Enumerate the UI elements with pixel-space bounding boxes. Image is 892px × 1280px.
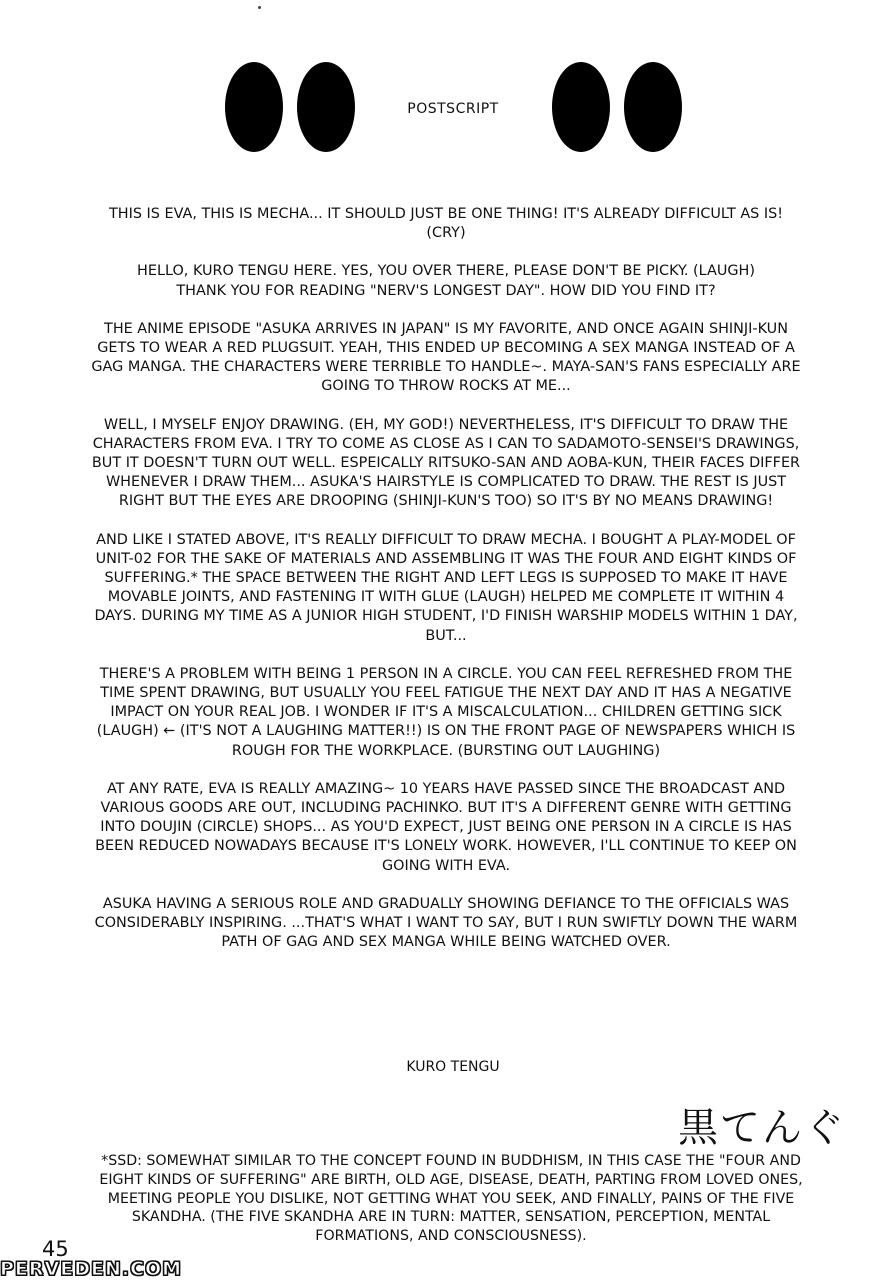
footnote: *SSD: SOMEWHAT SIMILAR TO THE CONCEPT FOUND IN BUDDHISM, IN THIS CASE THE "FOUR AND EIGHT KINDS OF SUFFERING" ARE BIRTH, OLD AGE, DISEASE, DEATH, PARTING FROM LOVED ONES, MEETING PEOPLE YOU DISLIKE, NOT GETTING WHAT YOU SEEK, AND FINALLY, PAINS OF THE FIVE SKANDHA. (THE FIVE SKANDHA ARE IN TURN: MATTER, SENSATION, PERCEPTION, MENTAL FORMATIONS, AND CONSCIOUSNESS). (99, 1153, 803, 1245)
paragraph: AND LIKE I STATED ABOVE, IT'S REALLY DIFFICULT TO DRAW MECHA. I BOUGHT A PLAY-MODEL OF UNIT-02 FOR THE SAKE OF MATERIALS AND ASSEMBLING IT WAS THE FOUR AND EIGHT KINDS OF SUFFERING.* THE SPACE BETWEEN THE RIGHT AND LEFT LEGS IS SUPPOSED TO MAKE IT HAVE MOVABLE JOINTS, AND FASTENING IT WITH GLUE (LAUGH) HELPED ME COMPLETE IT WITHIN 4 DAYS. DURING MY TIME AS A JUNIOR HIGH STUDENT, I'D FINISH WARSHIP MODELS WITHIN 1 DAY, BUT... (94, 531, 798, 644)
eye-icon (552, 62, 610, 152)
page-title: POSTSCRIPT (407, 101, 499, 117)
paragraph: HELLO, KURO TENGU HERE. YES, YOU OVER THERE, PLEASE DON'T BE PICKY. (LAUGH) (137, 263, 755, 280)
watermark: PERVEDEN.COM (0, 1258, 183, 1280)
paragraph: WELL, I MYSELF ENJOY DRAWING. (EH, MY GOD!) NEVERTHELESS, IT'S DIFFICULT TO DRAW THE CHARACTERS FROM EVA. I TRY TO COME AS CLOSE AS I CAN TO SADAMOTO-SENSEI'S DRAWINGS, BUT IT DOESN'T TURN OUT WELL. ESPEICALLY RITSUKO-SAN AND AOBA-KUN, THEIR FACES DIFFER WHENEVER I DRAW THEM... ASUKA'S HAIRSTYLE IS COMPLICATED TO DRAW. THE REST IS JUST RIGHT BUT THE EYES ARE DROOPING (SHINJI-KUN'S TOO) SO IT'S BY NO MEANS DRAWING! (91, 416, 801, 510)
right-eyes-decoration (552, 62, 684, 152)
paragraph: THE ANIME EPISODE "ASUKA ARRIVES IN JAPAN" IS MY FAVORITE, AND ONCE AGAIN SHINJI-KUN GETS TO WEAR A RED PLUGSUIT. YEAH, THIS ENDED UP BECOMING A SEX MANGA INSTEAD OF A GAG MANGA. THE CHARACTERS WERE TERRIBLE TO HANDLE~. MAYA-SAN'S FANS ESPECIALLY ARE GOING TO THROW ROCKS AT ME... (91, 320, 801, 395)
postscript-body (90, 205, 802, 972)
paragraph: THERE'S A PROBLEM WITH BEING 1 PERSON IN A CIRCLE. YOU CAN FEEL REFRESHED FROM THE TIME SPENT DRAWING, BUT USUALLY YOU FEEL FATIGUE THE NEXT DAY AND IT HAS A NEGATIVE IMPACT ON YOUR REAL JOB. I WONDER IF IT'S A MISCALCULATION... CHILDREN GETTING SICK (LAUGH) ← (IT'S NOT A LAUGHING MATTER!!) IS ON THE FRONT PAGE OF NEWSPAPERS WHICH IS ROUGH FOR THE WORKPLACE. (BURSTING OUT LAUGHING) (96, 665, 796, 759)
author-signature-japanese: 黒てんぐ (678, 1105, 846, 1151)
paragraph: ASUKA HAVING A SERIOUS ROLE AND GRADUALLY SHOWING DEFIANCE TO THE OFFICIALS WAS CONSIDERABLY INSPIRING. ...THAT'S WHAT I WANT TO SAY, BUT I RUN SWIFTLY DOWN THE WARM PATH OF GAG AND SEX MANGA WHILE BEING WATCHED OVER. (94, 895, 798, 951)
paragraph: THIS IS EVA, THIS IS MECHA... IT SHOULD JUST BE ONE THING! IT'S ALREADY DIFFICULT AS IS! (CRY) (108, 206, 784, 242)
page-number: 45 (42, 1237, 69, 1261)
paragraph: AT ANY RATE, EVA IS REALLY AMAZING~ 10 YEARS HAVE PASSED SINCE THE BROADCAST AND VARIOUS GOODS ARE OUT, INCLUDING PACHINKO. BUT IT'S A DIFFERENT GENRE WITH GETTING INTO DOUJIN (CIRCLE) SHOPS... AS YOU'D EXPECT, JUST BEING ONE PERSON IN A CIRCLE IS HAS BEEN REDUCED NOWADAYS BECAUSE IT'S LONELY WORK. HOWEVER, I'LL CONTINUE TO KEEP ON GOING WITH EVA. (95, 780, 797, 874)
author-signature: KURO TENGU (406, 1059, 500, 1075)
eye-icon (624, 62, 682, 152)
ink-speck (258, 6, 261, 9)
paragraph: THANK YOU FOR READING "NERV'S LONGEST DAY". HOW DID YOU FIND IT? (176, 282, 716, 299)
